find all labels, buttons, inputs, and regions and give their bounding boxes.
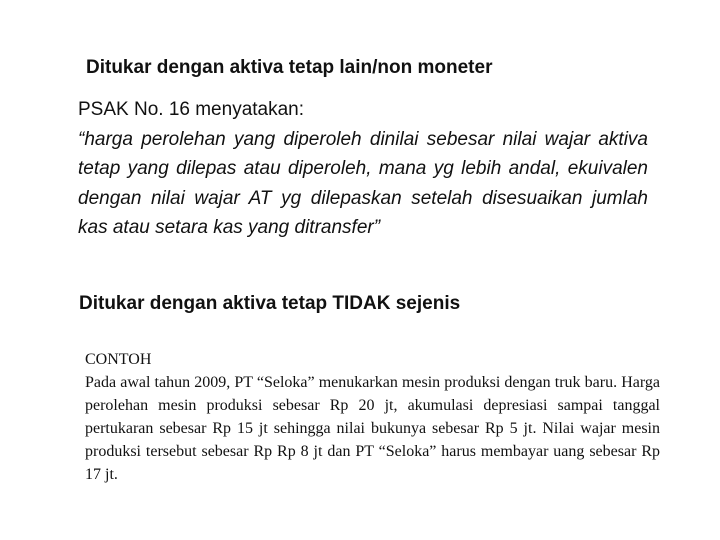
psak-intro: PSAK No. 16 menyatakan: xyxy=(78,99,305,120)
psak-quote: “harga perolehan yang diperoleh dinilai sebesar nilai wajar aktiva tetap yang dilepas atau diperoleh, mana yg lebih andal, ekuivalen dengan nilai wajar AT yg dilepaskan setelah disesuaikan jumlah kas atau setara kas yang ditransfer” xyxy=(78,128,648,238)
example-text: Pada awal tahun 2009, PT “Seloka” menukarkan mesin produksi dengan truk baru. Harga perolehan mesin produksi sebesar Rp 20 jt, akumulasi depresiasi sampai tanggal pertukaran sebesar Rp 15 jt sehingga nilai bukunya sebesar Rp 5 jt. Nilai wajar mesin produksi tersebut sebesar Rp Rp 8 jt dan PT “Seloka” harus membayar uang sebesar Rp 17 jt. xyxy=(85,374,660,483)
example-block xyxy=(85,348,660,486)
psak-block xyxy=(78,95,648,243)
example-label: CONTOH xyxy=(85,351,152,368)
heading-dissimilar-exchange: Ditukar dengan aktiva tetap TIDAK sejenis xyxy=(79,293,461,314)
heading-non-monetary-exchange: Ditukar dengan aktiva tetap lain/non moneter xyxy=(86,57,493,78)
